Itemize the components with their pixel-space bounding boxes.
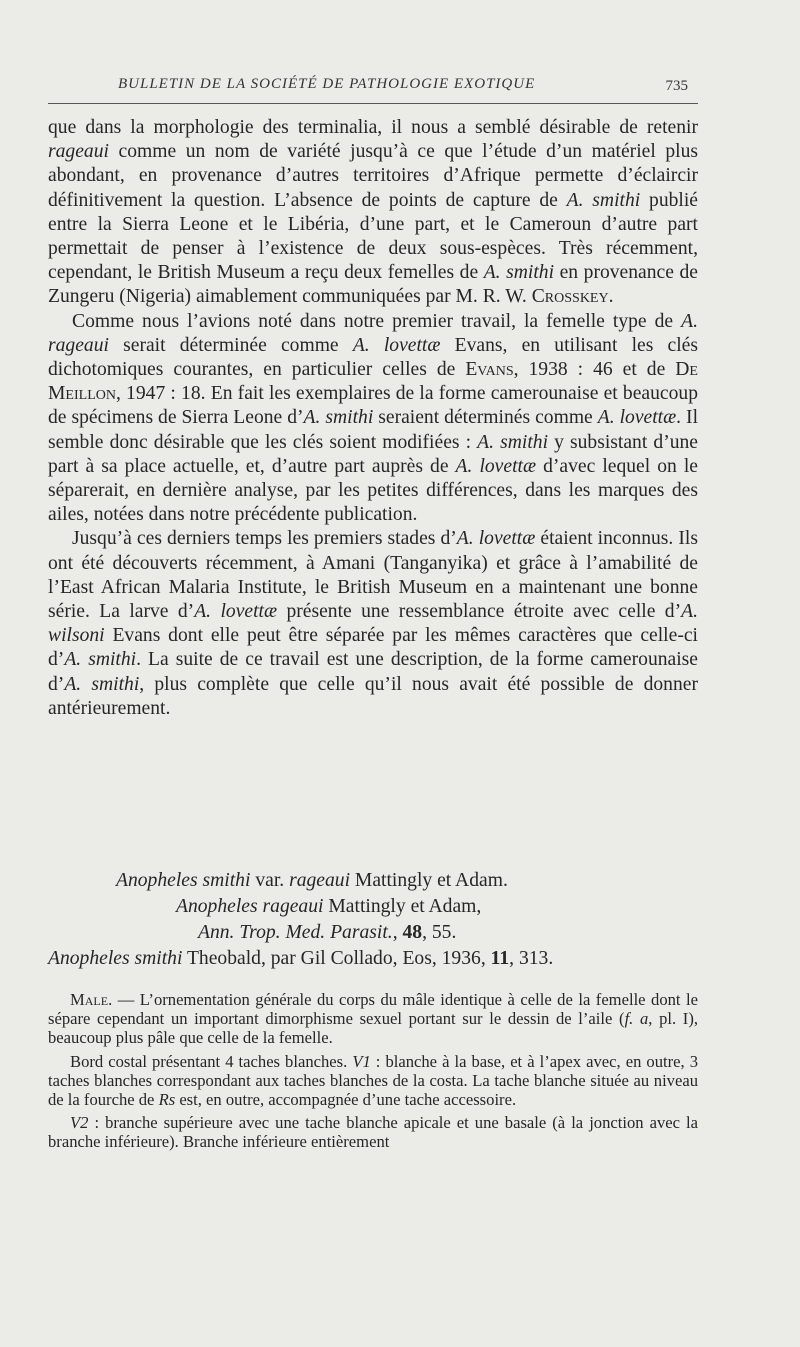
text-span: Comme nous l’avions noté dans notre premier travail, la femelle type de bbox=[72, 310, 682, 332]
text-span: Mattingly et Adam. bbox=[350, 870, 508, 891]
paragraph-3 bbox=[48, 527, 698, 721]
paragraph-1 bbox=[48, 116, 698, 310]
synonymy-line bbox=[48, 868, 698, 894]
synonymy-line bbox=[48, 920, 698, 946]
text-span: . — L’ornementation générale du corps du mâle identique à celle de la femelle dont le sépare cependant un important dimorphisme sexuel portant sur le dessin de l’aile ( bbox=[48, 990, 698, 1029]
text-span: comme un nom de variété jusqu’à ce que l’étude d’un matériel plus abondant, en provenance d’autres territoires d’Afrique permette d’éclaircir définitivement la question. L’absence de points de capture de bbox=[48, 141, 698, 211]
taxon-name: A. smithi bbox=[566, 189, 641, 211]
text-span: Evans, en utilisant les clés dichotomiques courantes, en particulier celles de bbox=[48, 334, 698, 381]
taxon-name: A. smithi bbox=[64, 673, 140, 695]
body-text bbox=[48, 116, 698, 721]
text-span: , 55. bbox=[422, 922, 457, 943]
taxon-name: A. lovettæ bbox=[456, 528, 536, 550]
text-span: , 1947 : 18. En fait les exemplaires de la forme camerounaise et beaucoup de spécimens de Sierra Leone d’ bbox=[48, 383, 698, 429]
text-span: Mattingly et Adam, bbox=[323, 896, 482, 917]
text-span: , plus complète que celle qu’il nous avait été possible de donner antérieurement. bbox=[48, 673, 698, 719]
synonymy-block bbox=[48, 868, 698, 972]
text-span: Evans dont elle peut être séparée par les mêmes caractères que celle-ci d’ bbox=[48, 625, 698, 671]
text-span: Bord costal présentant 4 taches blanches. bbox=[70, 1051, 353, 1071]
taxon-name: Anopheles smithi bbox=[116, 870, 251, 891]
taxon-name: Anopheles rageaui bbox=[176, 896, 324, 917]
taxon-name: rageaui bbox=[289, 870, 351, 891]
paragraph-2 bbox=[48, 310, 698, 528]
paragraph-male bbox=[48, 990, 698, 1048]
text-span: . La suite de ce travail est une description, de la forme camerounaise d’ bbox=[48, 649, 698, 695]
text-span: seraient déterminés comme bbox=[373, 407, 598, 429]
taxon-name: A. smithi bbox=[483, 262, 555, 284]
volume-number: 48 bbox=[402, 922, 423, 943]
header-rule bbox=[48, 103, 698, 104]
taxon-name: A. lovettæ bbox=[455, 455, 537, 477]
author-name: De Meillon bbox=[48, 359, 698, 405]
text-span: que dans la morphologie des terminalia, il nous a semblé désirable de retenir bbox=[48, 117, 698, 138]
taxon-name: A. lovettæ bbox=[194, 601, 278, 623]
taxon-name: Anopheles smithi bbox=[48, 948, 183, 969]
text-span: , pl. I), beaucoup plus pâle que celle de la femelle. bbox=[48, 1009, 698, 1048]
text-span: . bbox=[608, 286, 614, 308]
taxon-name: A. wilsoni bbox=[48, 601, 698, 647]
section-label: Male bbox=[70, 990, 109, 1009]
taxon-name: A. smithi bbox=[303, 407, 374, 429]
text-span: : blanche à la base, et à l’apex avec, en outre, 3 taches blanches correspondant aux taches blanches de la costa. La tache blanche située au niveau de la fourche de bbox=[48, 1051, 698, 1110]
figure-ref: f. a bbox=[624, 1009, 649, 1029]
taxon-name: A. smithi bbox=[477, 431, 549, 453]
text-span: en provenance de Zungeru (Nigeria) aimablement communiquées par M. R. W. bbox=[48, 262, 698, 308]
synonymy-line bbox=[48, 894, 698, 920]
page-number: 735 bbox=[665, 78, 688, 94]
text-span: , 1938 : 46 et de bbox=[513, 359, 676, 381]
paragraph-costa bbox=[48, 1052, 698, 1110]
vein-label: V1 bbox=[352, 1051, 371, 1071]
text-span: var. bbox=[250, 870, 290, 891]
taxon-name: A. smithi bbox=[64, 649, 137, 671]
text-span: est, en outre, accompagnée d’une tache accessoire. bbox=[175, 1090, 517, 1110]
taxon-name: A. lovettæ bbox=[597, 407, 677, 429]
journal-name: Ann. Trop. Med. Parasit. bbox=[198, 922, 393, 943]
text-span: étaient inconnus. Ils ont été découverts récemment, à Amani (Tanganyika) et grâce à l’amabilité de l’East African Malaria Institute, le British Museum en a maintenant une bonne série. La larve d’ bbox=[48, 528, 698, 623]
text-span: présente une ressemblance étroite avec celle d’ bbox=[277, 601, 682, 623]
author-name: Evans bbox=[465, 359, 514, 381]
taxon-name: A. rageaui bbox=[48, 310, 698, 356]
vein-label: V2 bbox=[70, 1113, 89, 1133]
vein-label: Rs bbox=[158, 1090, 176, 1110]
text-span: d’avec lequel on le séparerait, en dernière analyse, par les petites différences, dans les marques des ailes, notées dans notre précédente publication. bbox=[48, 455, 698, 526]
text-span: , 313. bbox=[509, 948, 554, 969]
author-name: Crosskey bbox=[531, 286, 609, 308]
text-span: : branche supérieure avec une tache blanche apicale et une basale (à la jonction avec la branche inférieure). Branche inférieure entièrement bbox=[48, 1113, 698, 1152]
text-span: publié entre la Sierra Leone et le Libéria, d’une part, et le Cameroun d’autre part permettait de penser à l’existence de deux sous-espèces. Très récemment, cependant, le British Museum a reçu deux femelles de bbox=[48, 189, 698, 284]
text-span: Theobald, par Gil Collado, Eos, 1936, bbox=[182, 948, 491, 969]
running-header bbox=[48, 76, 688, 106]
text-span: . Il semble donc désirable que les clés soient modifiées : bbox=[48, 407, 699, 453]
synonymy-line bbox=[48, 946, 698, 972]
taxon-name: A. lovettæ bbox=[352, 334, 441, 356]
taxon-name: rageaui bbox=[48, 141, 109, 163]
journal-title: BULLETIN DE LA SOCIÉTÉ DE PATHOLOGIE EXOTIQUE bbox=[118, 76, 536, 92]
description-text bbox=[48, 990, 698, 1156]
text-span: , bbox=[392, 922, 403, 943]
volume-number: 11 bbox=[490, 948, 510, 969]
text-span: y subsistant d’une part à sa place actuelle, et, d’autre part auprès de bbox=[48, 431, 699, 477]
paragraph-v2 bbox=[48, 1113, 698, 1151]
text-span: Jusqu’à ces derniers temps les premiers stades d’ bbox=[72, 528, 457, 550]
text-span: serait déterminée comme bbox=[108, 334, 353, 356]
